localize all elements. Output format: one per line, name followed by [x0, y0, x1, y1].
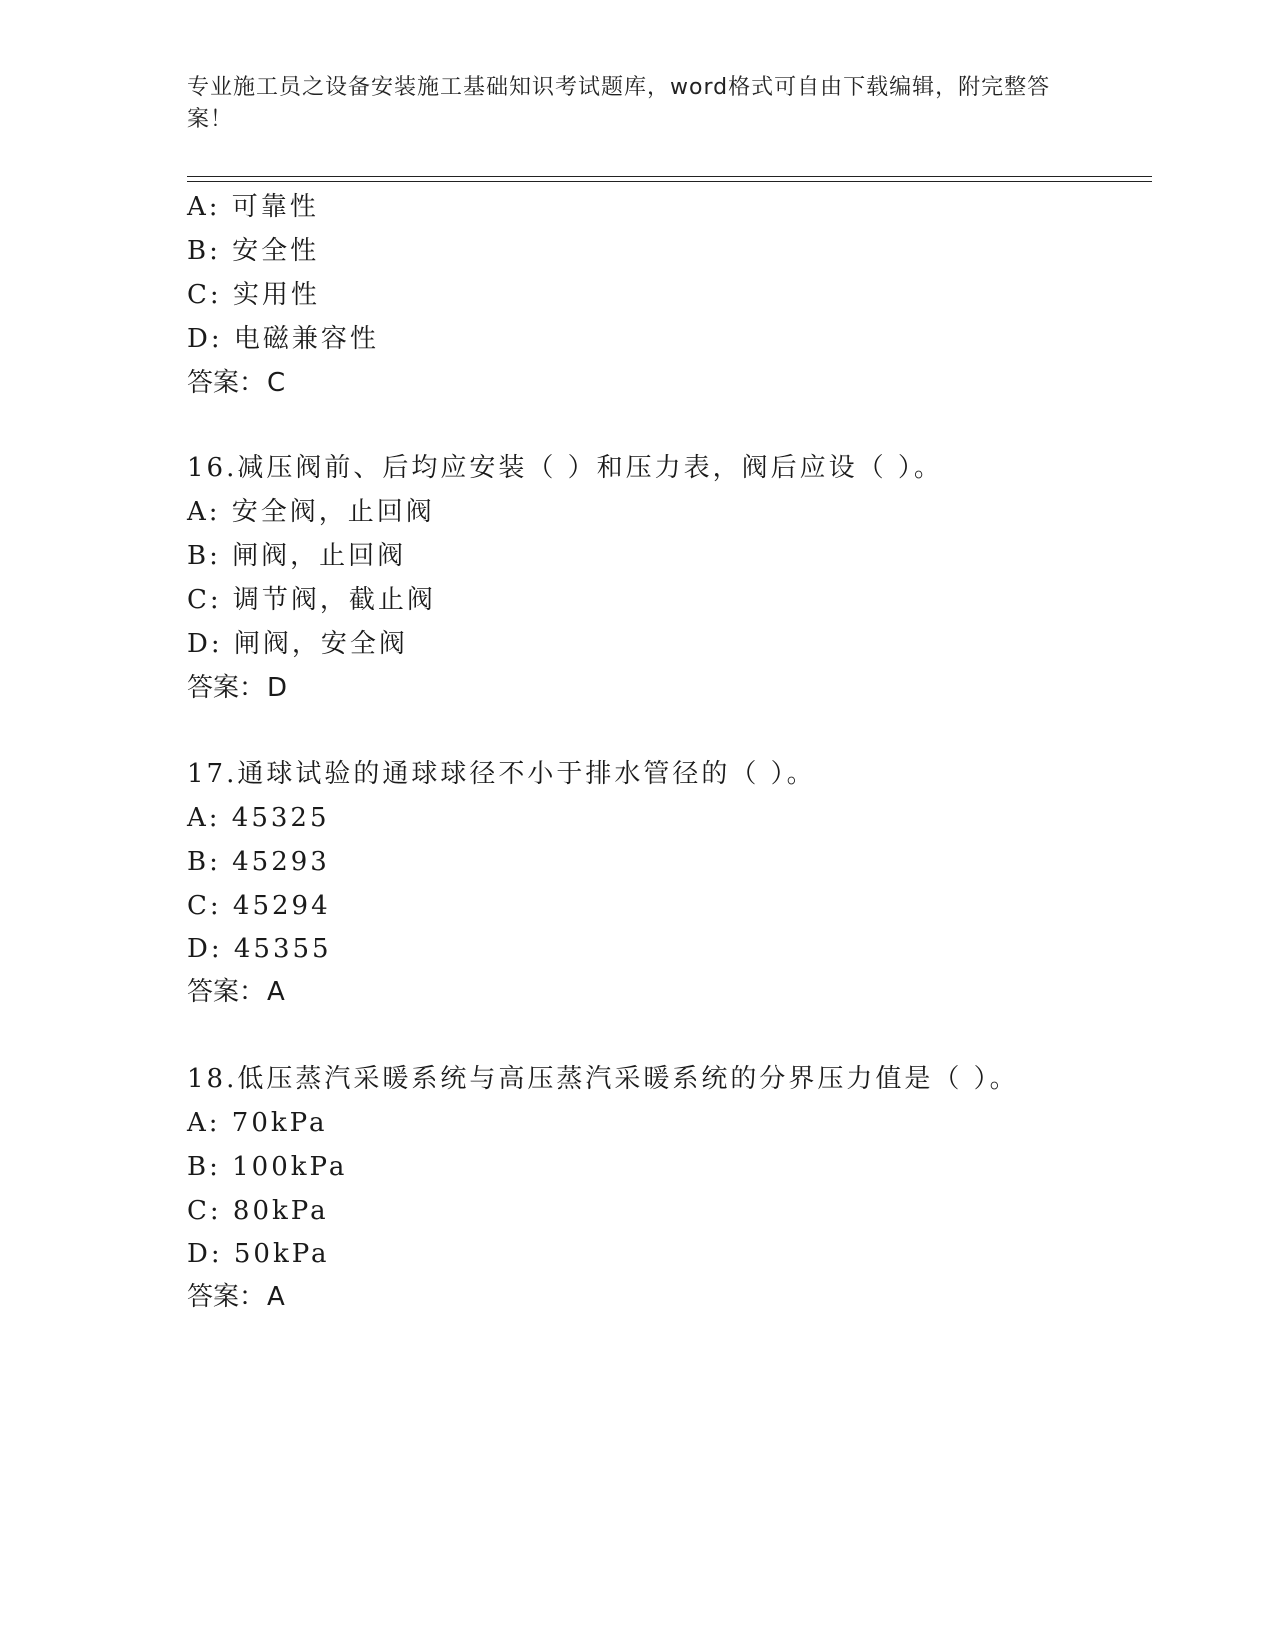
q16-option-c: C: 调节阀，截止阀 [187, 585, 436, 615]
q17-option-c: C: 45294 [187, 891, 331, 921]
q18-answer-value: A [267, 1282, 285, 1312]
q18-option-a: A: 70kPa [187, 1108, 328, 1138]
q17-option-b: B: 45293 [187, 847, 330, 877]
q15-answer-label: 答案： [187, 368, 266, 398]
q16-option-d: D: 闸阀，安全阀 [187, 629, 408, 659]
q18-option-d: D: 50kPa [187, 1239, 330, 1269]
q17-answer-label: 答案： [187, 977, 266, 1007]
q16-question: 16.减压阀前、后均应安装（ ）和压力表，阀后应设（ ）。 [187, 453, 943, 483]
q15-option-a: A: 可靠性 [187, 192, 319, 222]
q15-option-c: C: 实用性 [187, 280, 320, 310]
document-header: 专业施工员之设备安装施工基础知识考试题库，word格式可自由下载编辑，附完整答案！ [187, 75, 1051, 132]
q17-option-d: D: 45355 [187, 934, 332, 964]
q16-answer-value: D [267, 673, 288, 703]
header-rule-top [187, 176, 1152, 177]
q16-option-b: B: 闸阀，止回阀 [187, 541, 407, 571]
q16-option-a: A: 安全阀，止回阀 [187, 497, 435, 527]
q18-answer-label: 答案： [187, 1282, 266, 1312]
q15-answer [187, 366, 285, 400]
header-rule-bottom [187, 181, 1152, 182]
q18-answer [187, 1280, 285, 1314]
q15-answer-value: C [267, 368, 286, 398]
q17-answer [187, 975, 285, 1009]
q15-option-d: D: 电磁兼容性 [187, 324, 379, 354]
q15-option-b: B: 安全性 [187, 236, 320, 266]
q18-option-b: B: 100kPa [187, 1152, 348, 1182]
q17-answer-value: A [267, 977, 285, 1007]
q18-question: 18.低压蒸汽采暖系统与高压蒸汽采暖系统的分界压力值是（ ）。 [187, 1064, 1019, 1094]
q16-answer [187, 671, 287, 705]
q18-option-c: C: 80kPa [187, 1196, 329, 1226]
q17-option-a: A: 45325 [187, 803, 330, 833]
q17-question: 17.通球试验的通球球径不小于排水管径的（ ）。 [187, 759, 816, 789]
q16-answer-label: 答案： [187, 673, 266, 703]
